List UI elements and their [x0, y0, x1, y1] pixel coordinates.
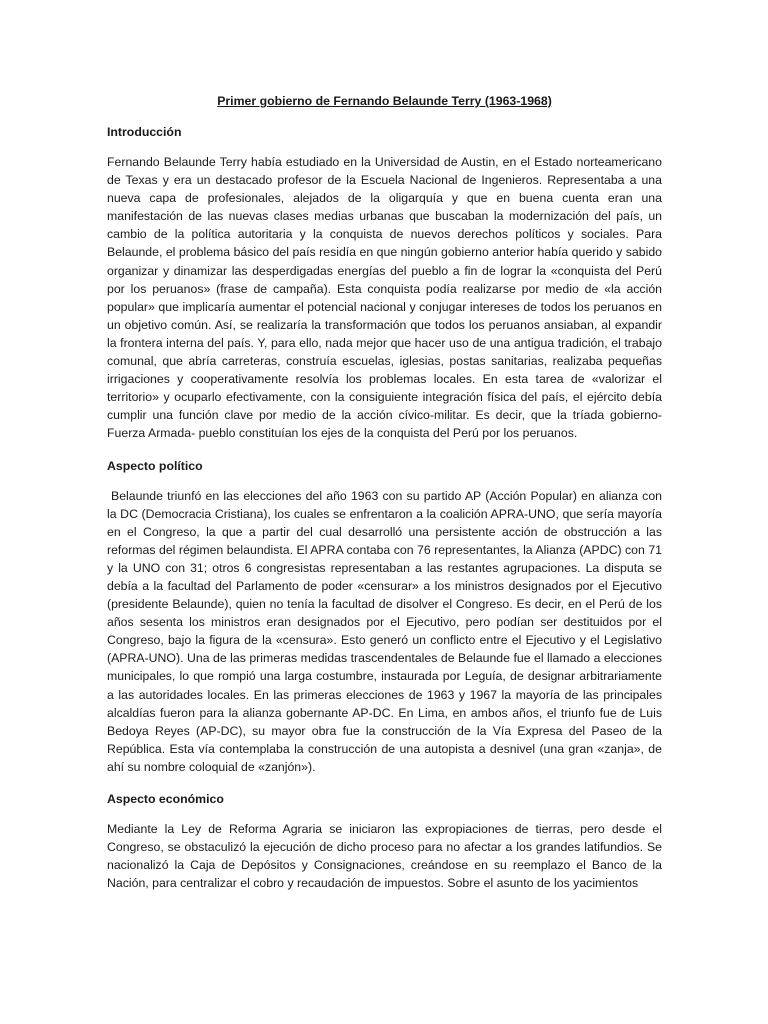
section-heading-introduccion: Introducción	[107, 125, 182, 139]
paragraph-introduccion: Fernando Belaunde Terry había estudiado en la Universidad de Austin, en el Estado norteamericano de Texas y era un destacado profesor de la Escuela Nacional de Ingenieros. Representaba a una nueva capa de profesionales, alejados de la oligarquía y que en buena cuenta eran una manifestación de las nuevas clases medias urbanas que buscaban la modernización del país, un cambio de la política autoritaria y la conquista de nuevos derechos políticos y sociales. Para Belaunde, el problema básico del país residía en que ningún gobierno anterior había querido y sabido organizar y dinamizar las desperdigadas energías del pueblo a fin de lograr la «conquista del Perú por los peruanos» (frase de campaña). Esta conquista podía realizarse por medio de «la acción popular» que implicaría aumentar el potencial nacional y conjugar intereses de todos los peruanos en un objetivo común. Así, se realizaría la transformación que todos los peruanos ansiaban, al expandir la frontera interna del país. Y, para ello, nada mejor que hacer uso de una antigua tradición, el trabajo comunal, que abría carreteras, construía escuelas, iglesias, postas sanitarias, realizaba pequeñas irrigaciones y cooperativamente resolvía los problemas locales. En esta tarea de «valorizar el territorio» y ocuparlo efectivamente, con la consiguiente integración física del país, el ejército debía cumplir una función clave por medio de la acción cívico-militar. Es decir, que la tríada gobierno-Fuerza Armada- pueblo constituían los ejes de la conquista del Perú por los peruanos.	[107, 155, 662, 441]
paragraph-aspecto-economico: Mediante la Ley de Reforma Agraria se iniciaron las expropiaciones de tierras, pero desde el Congreso, se obstaculizó la ejecución de dicho proceso para no afectar a los grandes latifundios. Se nacionalizó la Caja de Depósitos y Consignaciones, creándose en su reemplazo el Banco de la Nación, para centralizar el cobro y recaudación de impuestos. Sobre el asunto de los yacimientos	[107, 822, 662, 891]
section-heading-aspecto-economico: Aspecto económico	[107, 792, 224, 806]
document-title: Primer gobierno de Fernando Belaunde Terry (1963-1968)	[217, 94, 552, 108]
paragraph-aspecto-politico: Belaunde triunfó en las elecciones del año 1963 con su partido AP (Acción Popular) en alianza con la DC (Democracia Cristiana), los cuales se enfrentaron a la coalición APRA-UNO, que sería mayoría en el Congreso, la que a partir del cual desarrolló una persistente acción de obstrucción a las reformas del régimen belaundista. El APRA contaba con 76 representantes, la Alianza (APDC) con 71 y la UNO con 31; otros 6 congresistas representaban a las restantes agrupaciones. La disputa se debía a la facultad del Parlamento de poder «censurar» a los ministros designados por el Ejecutivo (presidente Belaunde), quien no tenía la facultad de disolver el Congreso. Es decir, en el Perú de los años sesenta los ministros eran designados por el Ejecutivo, pero podían ser destituidos por el Congreso, bajo la figura de la «censura». Esto generó un conflicto entre el Ejecutivo y el Legislativo (APRA-UNO). Una de las primeras medidas trascendentales de Belaunde fue el llamado a elecciones municipales, lo que rompió una larga costumbre, instaurada por Leguía, de designar arbitrariamente a las autoridades locales. En las primeras elecciones de 1963 y 1967 la mayoría de las principales alcaldías fueron para la alianza gobernante AP-DC. En Lima, en ambos años, el triunfo fue de Luis Bedoya Reyes (AP-DC), su mayor obra fue la construcción de la Vía Expresa del Paseo de la República. Esta vía contemplaba la construcción de una autopista a desnivel (una gran «zanja», de ahí su nombre coloquial de «zanjón»).	[107, 488, 662, 774]
section-heading-aspecto-politico: Aspecto político	[107, 458, 203, 473]
